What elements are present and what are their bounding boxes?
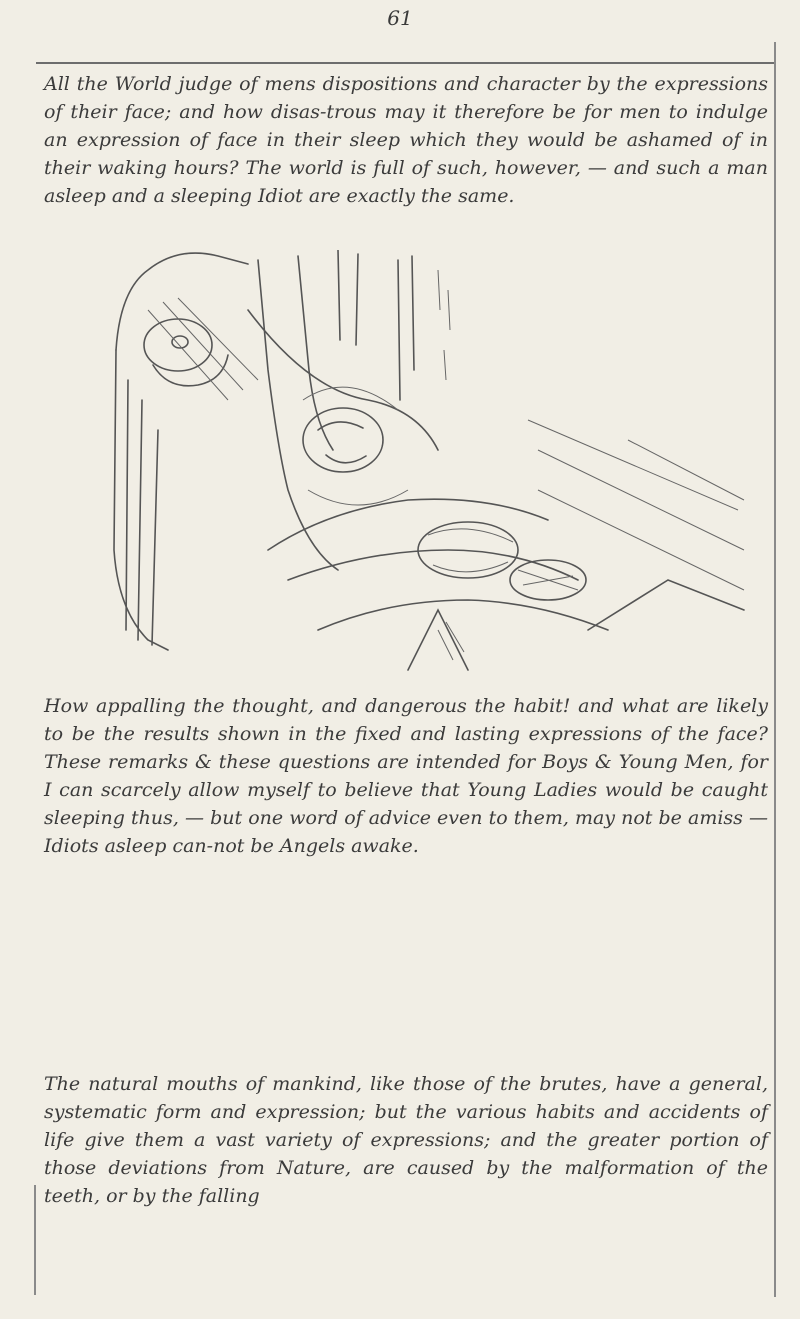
paragraph-intro: All the World judge of mens dispositions and character by the expressions of their face; and how disas-trous may it therefore be for men to indulge an expression of face in their sleep which they would be ashamed of in their waking hours? The world is full of such, however, — and such a man asleep and a sleeping Idiot are exactly the same. (44, 73, 768, 207)
right-margin-rule (774, 42, 776, 1297)
paragraph-appalling: How appalling the thought, and dangerous the habit! and what are likely to be the results shown in the fixed and lasting expressions of the face? These remarks & these questions are intended for Boys & Young Men, for I can scarcely allow myself to believe that Young Ladies would be caught sleeping thus, — but one word of advice even to them, may not be amiss — Idiots asleep can-not be Angels awake. (44, 695, 768, 857)
top-rule (36, 62, 776, 64)
sleeping-figures-illustration (108, 250, 748, 680)
paragraph-natural-mouths: The natural mouths of mankind, like those of the brutes, have a general, systematic form and expression; but the various habits and accidents of life give them a vast variety of expressions; and the greater portion of those deviations from Nature, are caused by the malformation of the teeth, or by the falling (44, 1073, 768, 1207)
left-margin-rule (34, 1185, 36, 1295)
page-number: 61 (387, 6, 413, 30)
